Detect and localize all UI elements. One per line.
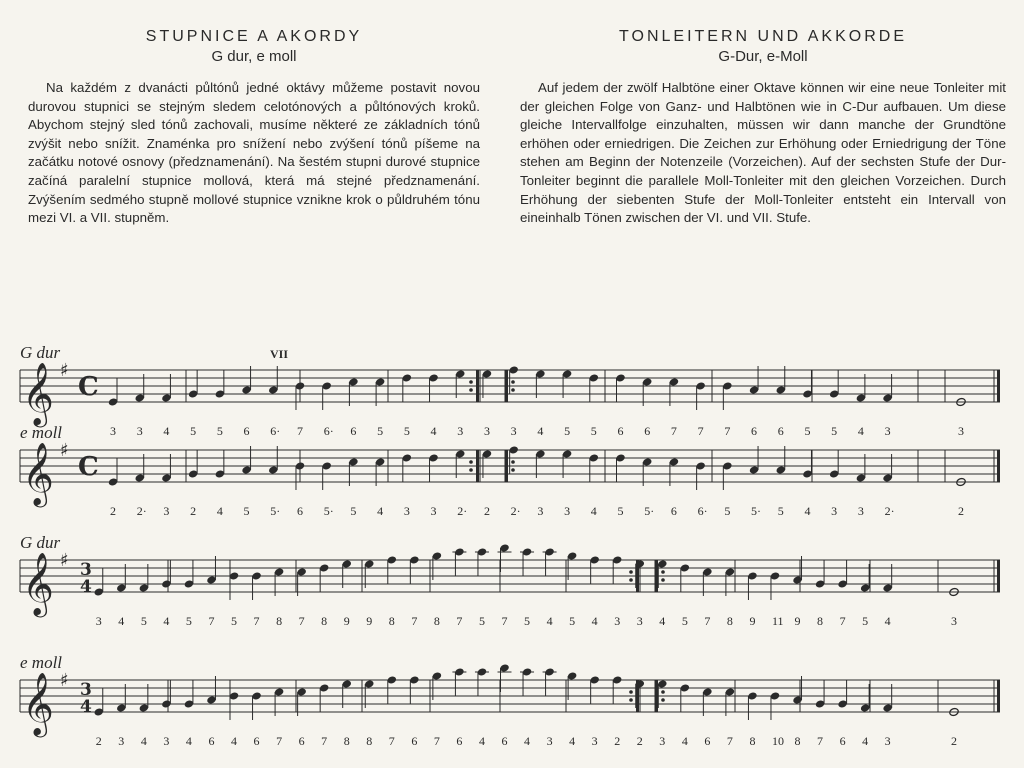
fingering-number: 4 bbox=[537, 424, 544, 438]
fingering-number: 7 bbox=[724, 424, 731, 438]
fingering-number: 4 bbox=[591, 614, 598, 628]
fingering-number: 5 bbox=[216, 424, 223, 438]
fingering-number: 5 bbox=[403, 424, 410, 438]
fingering-number: 3 bbox=[591, 734, 598, 748]
fingering-number: 4 bbox=[163, 424, 170, 438]
fingering-number: 5· bbox=[270, 504, 281, 518]
time-signature-bottom: 4 bbox=[80, 697, 92, 717]
repeat-dot bbox=[511, 468, 515, 472]
fingering-number: 6 bbox=[253, 734, 260, 748]
fingering-number: 4 bbox=[430, 424, 437, 438]
fingering-number: 5 bbox=[140, 614, 147, 628]
repeat-dot bbox=[629, 578, 633, 582]
time-signature-top: 3 bbox=[80, 560, 92, 580]
fingering-number: 6 bbox=[617, 424, 624, 438]
fingering-number: 3 bbox=[537, 504, 544, 518]
fingering-number: 3 bbox=[403, 504, 410, 518]
fingering-number: 5 bbox=[617, 504, 624, 518]
fingering-number: 3 bbox=[884, 424, 891, 438]
fingering-number: 2 bbox=[614, 734, 621, 748]
czech-subtitle: G dur, e moll bbox=[211, 48, 297, 65]
fingering-number: 3 bbox=[457, 424, 464, 438]
sharp-icon: ♯ bbox=[60, 360, 69, 381]
fingering-number: 6 bbox=[751, 424, 758, 438]
fingering-number: 7 bbox=[817, 734, 824, 748]
fingering-number: 8 bbox=[817, 614, 824, 628]
fingering-number: 6 bbox=[501, 734, 508, 748]
stave-label: e moll bbox=[20, 653, 63, 672]
fingering-number: 7 bbox=[296, 424, 303, 438]
fingering-number: 4 bbox=[231, 734, 238, 748]
time-signature: C bbox=[78, 452, 99, 482]
time-signature-bottom: 4 bbox=[80, 577, 92, 597]
repeat-dot bbox=[469, 388, 473, 392]
stave-label: e moll bbox=[20, 423, 63, 442]
fingering-number: 8 bbox=[276, 614, 283, 628]
repeat-dot bbox=[511, 460, 515, 464]
fingering-number: 3 bbox=[564, 504, 571, 518]
fingering-number: 2· bbox=[136, 504, 147, 518]
fingering-number: 2· bbox=[884, 504, 895, 518]
german-subtitle: G-Dur, e-Moll bbox=[718, 48, 808, 65]
fingering-number: 8 bbox=[388, 614, 395, 628]
fingering-number: 2 bbox=[483, 504, 490, 518]
fingering-number: 8 bbox=[794, 734, 801, 748]
fingering-number: 7 bbox=[411, 614, 418, 628]
fingering-number: 5 bbox=[185, 614, 192, 628]
fingering-number: 5 bbox=[681, 614, 688, 628]
fingering-number: 5 bbox=[590, 424, 597, 438]
fingering-number: 3 bbox=[95, 614, 102, 628]
final-bar-thick bbox=[997, 680, 1000, 712]
fingering-number: 8 bbox=[726, 614, 733, 628]
repeat-dot bbox=[661, 690, 665, 694]
fingering-number: 2 bbox=[951, 734, 957, 748]
repeat-bar bbox=[505, 450, 508, 482]
fingering-number: 2 bbox=[958, 504, 964, 518]
fingering-number: 7 bbox=[670, 424, 677, 438]
czech-title: STUPNICE A AKORDY bbox=[145, 28, 363, 45]
repeat-dot bbox=[511, 380, 515, 384]
fingering-number: 6· bbox=[270, 424, 281, 438]
fingering-number: 3 bbox=[659, 734, 666, 748]
fingering-number: 8 bbox=[433, 614, 440, 628]
stave bbox=[20, 653, 1000, 748]
fingering-number: 4 bbox=[546, 614, 553, 628]
fingering-number: 3 bbox=[110, 424, 117, 438]
fingering-number: 7 bbox=[388, 734, 395, 748]
fingering-number: 9 bbox=[343, 614, 350, 628]
fingering-number: 7 bbox=[321, 734, 328, 748]
fingering-number: 3 bbox=[163, 504, 170, 518]
fingering-number: 2· bbox=[510, 504, 521, 518]
fingering-number: 2· bbox=[457, 504, 468, 518]
fingering-number: 6 bbox=[704, 734, 711, 748]
fingering-number: 4 bbox=[478, 734, 485, 748]
fingering-number: 3 bbox=[163, 734, 170, 748]
fingering-number: 4 bbox=[185, 734, 192, 748]
repeat-dot bbox=[661, 578, 665, 582]
czech-column bbox=[28, 28, 480, 228]
fingering-number: 2 bbox=[190, 504, 197, 518]
fingering-number: 8 bbox=[749, 734, 756, 748]
fingering-number: 9 bbox=[366, 614, 373, 628]
fingering-number: 5 bbox=[243, 504, 250, 518]
fingering-number: 7 bbox=[697, 424, 704, 438]
fingering-number: 3 bbox=[857, 504, 864, 518]
fingering-number: 3 bbox=[546, 734, 553, 748]
fingering-number: 7 bbox=[276, 734, 283, 748]
fingering-number: 6 bbox=[208, 734, 215, 748]
fingering-number: 3 bbox=[884, 734, 891, 748]
fingering-number: 4 bbox=[216, 504, 223, 518]
fingering-number: 7 bbox=[726, 734, 733, 748]
fingering-number: 6 bbox=[243, 424, 250, 438]
fingering-number: 4 bbox=[163, 614, 170, 628]
fingering-number: 5· bbox=[323, 504, 334, 518]
fingering-number: 5 bbox=[231, 614, 238, 628]
repeat-dot bbox=[629, 570, 633, 574]
fingering-number: 9 bbox=[794, 614, 801, 628]
repeat-dot bbox=[511, 388, 515, 392]
fingering-number: 6 bbox=[350, 424, 357, 438]
fingering-number: 4 bbox=[804, 504, 811, 518]
final-bar-thick bbox=[997, 560, 1000, 592]
fingering-number: 6 bbox=[644, 424, 651, 438]
fingering-number: 4 bbox=[590, 504, 597, 518]
repeat-dot bbox=[661, 570, 665, 574]
fingering-number: 5 bbox=[777, 504, 784, 518]
fingering-number: 2 bbox=[636, 734, 643, 748]
german-paragraph: Auf jedem der zwölf Halbtöne einer Oktave können wir eine neue Tonleiter mit der gleichen Folge von Ganz- und Halbtönen wie in C-Dur aufbauen. Um diese gleiche Intervallfolge einzuhalten, müssen wir dann manche der Grundtöne erhöhen oder erniedrigen. Die Zeichen zur Erhöhung oder Erniedrigung der Töne stehen am Beginn der Notenzeile (Vorzeichen). Auf der sechsten Stufe der Dur-Tonleiter beginnt die parallele Moll-Tonleiter mit den gleichen Vorzeichen. Durch Erhöhung der siebenten Stufe der Moll-Tonleiter entsteht ein Intervall von eineinhalb Tönen zwischen der VI. und VII. Stufe. bbox=[520, 80, 1006, 226]
german-column bbox=[520, 28, 1006, 228]
fingering-number: 4 bbox=[524, 734, 531, 748]
fingering-number: 5 bbox=[478, 614, 485, 628]
stave bbox=[20, 343, 1000, 438]
fingering-number: 3 bbox=[430, 504, 437, 518]
fingering-number: 2 bbox=[110, 504, 117, 518]
repeat-bar bbox=[505, 370, 508, 402]
fingering-number: 5 bbox=[862, 614, 869, 628]
stave bbox=[20, 533, 1000, 628]
fingering-number: 5 bbox=[524, 614, 531, 628]
time-signature-top: 3 bbox=[80, 680, 92, 700]
fingering-number: 8 bbox=[321, 614, 328, 628]
fingering-number: 5· bbox=[644, 504, 655, 518]
repeat-dot bbox=[469, 460, 473, 464]
final-bar-thick bbox=[997, 450, 1000, 482]
repeat-bar bbox=[655, 560, 658, 592]
final-bar-thick bbox=[997, 370, 1000, 402]
czech-paragraph: Na každém z dvanácti půltónů jedné oktávy můžeme postavit novou durovou stupnici se stejným sledem celotónových a půltónových kroků. Abychom stejný sled tónů zachovali, musíme některé ze základních tónů zvýšit nebo snížit. Znaménka pro snížení nebo zvýšení tónů píšeme na začátku notové osnovy (předznamenání). Na šestém stupni durové stupnice začíná paralelní stupnice mollová, která má stejné předznamenání. Zvýšením sedmého stupně mollové stupnice vznikne krok o půldruhém tónu mezi VI. a VII. stupněm. bbox=[28, 80, 480, 226]
fingering-number: 6· bbox=[697, 504, 708, 518]
repeat-dot bbox=[661, 698, 665, 702]
fingering-number: 3 bbox=[958, 424, 964, 438]
repeat-bar bbox=[476, 450, 479, 482]
fingering-number: 11 bbox=[771, 614, 784, 628]
fingering-number: 7 bbox=[501, 614, 508, 628]
music-staves bbox=[0, 330, 1024, 760]
fingering-number: 5 bbox=[804, 424, 811, 438]
fingering-number: 5 bbox=[724, 504, 731, 518]
fingering-number: 4 bbox=[118, 614, 125, 628]
fingering-number: 6 bbox=[839, 734, 846, 748]
fingering-number: 3 bbox=[510, 424, 517, 438]
repeat-dot bbox=[629, 698, 633, 702]
fingering-number: 5· bbox=[751, 504, 762, 518]
fingering-number: 6 bbox=[456, 734, 463, 748]
german-title: TONLEITERN UND AKKORDE bbox=[619, 28, 907, 45]
treble-clef-icon: 𝄞 bbox=[22, 672, 54, 735]
fingering-number: 3 bbox=[136, 424, 143, 438]
fingering-number: 10 bbox=[771, 734, 784, 748]
sharp-icon: ♯ bbox=[60, 550, 69, 571]
fingering-number: 5 bbox=[831, 424, 838, 438]
repeat-dot bbox=[469, 380, 473, 384]
fingering-number: 7 bbox=[298, 614, 305, 628]
repeat-bar bbox=[655, 680, 658, 712]
fingering-number: 4 bbox=[140, 734, 147, 748]
fingering-number: 5 bbox=[350, 504, 357, 518]
fingering-number: 5 bbox=[190, 424, 197, 438]
fingering-number: 6 bbox=[296, 504, 303, 518]
sharp-icon: ♯ bbox=[60, 670, 69, 691]
time-signature: C bbox=[78, 372, 99, 402]
fingering-number: 7 bbox=[253, 614, 260, 628]
sharp-icon: ♯ bbox=[60, 440, 69, 461]
fingering-number: 4 bbox=[857, 424, 864, 438]
fingering-number: 7 bbox=[433, 734, 440, 748]
fingering-number: 8 bbox=[343, 734, 350, 748]
fingering-number: 3 bbox=[831, 504, 838, 518]
fingering-number: 3 bbox=[636, 614, 643, 628]
stave-label: G dur bbox=[20, 533, 61, 552]
fingering-number: 7 bbox=[704, 614, 711, 628]
fingering-number: 9 bbox=[749, 614, 756, 628]
fingering-number: 4 bbox=[377, 504, 384, 518]
fingering-number: 6 bbox=[411, 734, 418, 748]
fingering-number: 4 bbox=[569, 734, 576, 748]
fingering-number: 7 bbox=[208, 614, 215, 628]
fingering-number: 7 bbox=[839, 614, 846, 628]
fingering-number: 6 bbox=[298, 734, 305, 748]
fingering-number: 6· bbox=[323, 424, 334, 438]
stave-label: G dur bbox=[20, 343, 61, 362]
fingering-number: 4 bbox=[884, 614, 891, 628]
fingering-number: 8 bbox=[366, 734, 373, 748]
fingering-number: 6 bbox=[670, 504, 677, 518]
fingering-number: 6 bbox=[777, 424, 784, 438]
treble-clef-icon: 𝄞 bbox=[22, 362, 54, 425]
fingering-number: 7 bbox=[456, 614, 463, 628]
fingering-number: 4 bbox=[681, 734, 688, 748]
fingering-number: 2 bbox=[95, 734, 102, 748]
treble-clef-icon: 𝄞 bbox=[22, 442, 54, 505]
degree-annotation: VII bbox=[270, 347, 289, 361]
treble-clef-icon: 𝄞 bbox=[22, 552, 54, 615]
fingering-number: 5 bbox=[377, 424, 384, 438]
fingering-number: 5 bbox=[564, 424, 571, 438]
fingering-number: 3 bbox=[614, 614, 621, 628]
fingering-number: 5 bbox=[569, 614, 576, 628]
repeat-dot bbox=[469, 468, 473, 472]
fingering-number: 3 bbox=[951, 614, 957, 628]
repeat-dot bbox=[629, 690, 633, 694]
fingering-number: 3 bbox=[483, 424, 490, 438]
fingering-number: 3 bbox=[118, 734, 125, 748]
fingering-number: 4 bbox=[659, 614, 666, 628]
fingering-number: 4 bbox=[862, 734, 869, 748]
repeat-bar bbox=[476, 370, 479, 402]
